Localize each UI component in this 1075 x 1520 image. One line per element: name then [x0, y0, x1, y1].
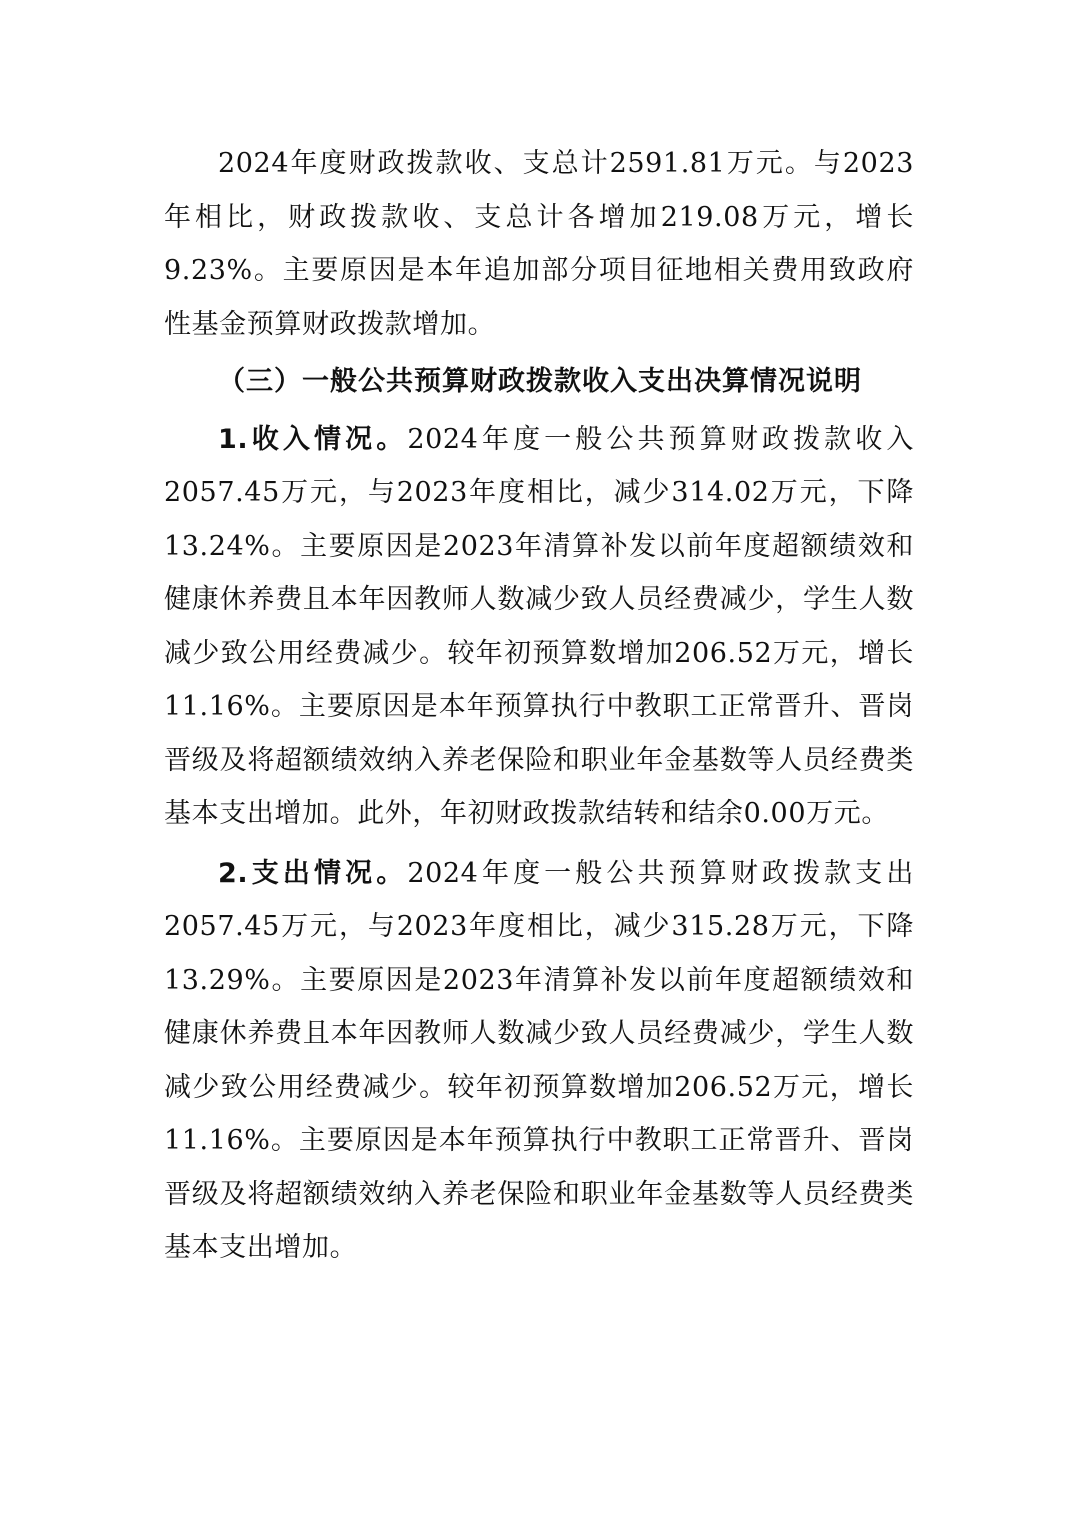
section-heading: （三）一般公共预算财政拨款收入支出决算情况说明: [218, 366, 862, 397]
income-lead: 1.收入情况。: [218, 423, 408, 455]
paragraph-income: [164, 413, 914, 841]
income-body: 2024年度一般公共预算财政拨款收入2057.45万元，与2023年度相比，减少314.02万元，下降13.24%。主要原因是2023年清算补发以前年度超额绩效和健康休养费且本年因教师人数减少致人员经费减少，学生人数减少致公用经费减少。较年初预算数增加206.52万元，增长11.16%。主要原因是本年预算执行中教职工正常晋升、晋岗晋级及将超额绩效纳入养老保险和职业年金基数等人员经费类基本支出增加。此外，年初财政拨款结转和结余0.00万元。: [164, 423, 915, 829]
document-page: [164, 137, 914, 1275]
expenditure-lead: 2.支出情况。: [218, 857, 408, 889]
paragraph-expenditure: [164, 847, 914, 1275]
expenditure-body: 2024年度一般公共预算财政拨款支出2057.45万元，与2023年度相比，减少315.28万元，下降13.29%。主要原因是2023年清算补发以前年度超额绩效和健康休养费且本年因教师人数减少致人员经费减少，学生人数减少致公用经费减少。较年初预算数增加206.52万元，增长11.16%。主要原因是本年预算执行中教职工正常晋升、晋岗晋级及将超额绩效纳入养老保险和职业年金基数等人员经费类基本支出增加。: [164, 857, 915, 1263]
paragraph-fiscal-total: 2024年度财政拨款收、支总计2591.81万元。与2023年相比，财政拨款收、支总计各增加219.08万元，增长9.23%。主要原因是本年追加部分项目征地相关费用致政府性基金预算财政拨款增加。: [164, 148, 914, 340]
